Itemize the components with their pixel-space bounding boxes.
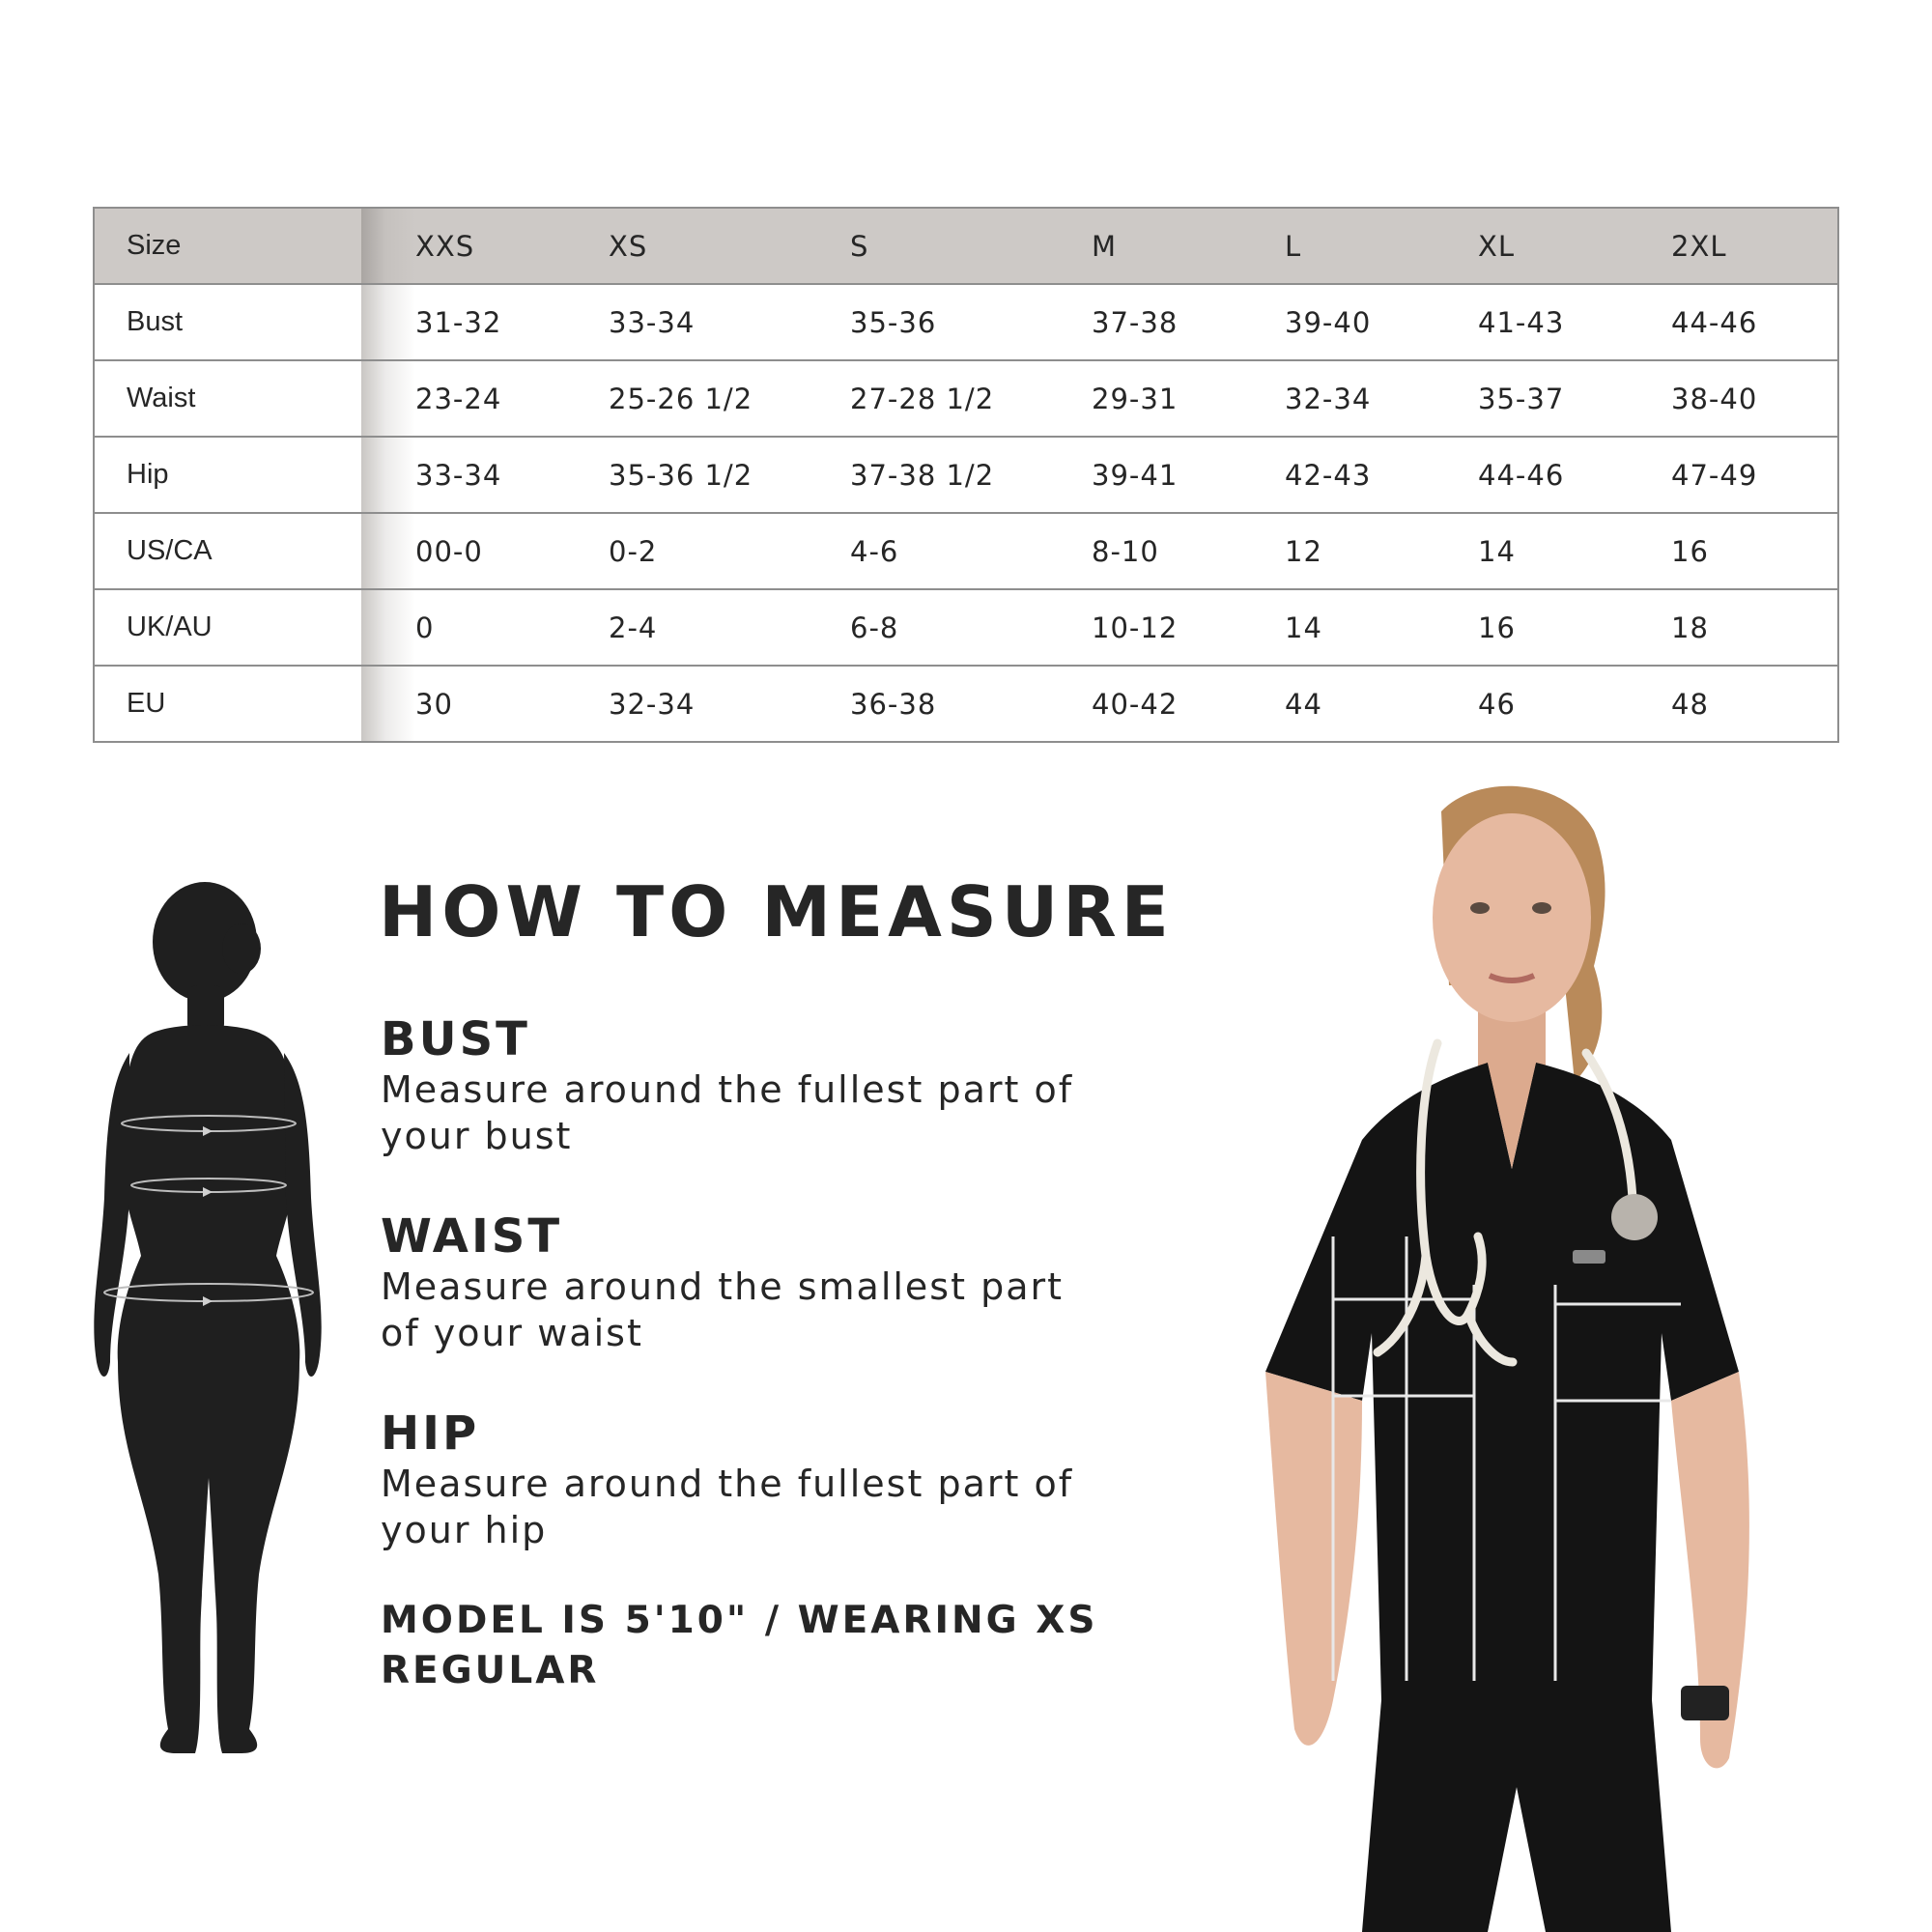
column-shadow <box>361 589 415 666</box>
table-cell: 16 <box>1671 513 1838 589</box>
hip-description: Measure around the fullest part of your hip <box>381 1463 1074 1551</box>
table-cell: 41-43 <box>1478 284 1671 360</box>
row-label-eu: EU <box>94 666 361 742</box>
row-label-us-ca: US/CA <box>94 513 361 589</box>
table-cell: 39-41 <box>1092 437 1285 513</box>
table-cell: 23-24 <box>415 360 609 437</box>
table-cell: 36-38 <box>850 666 1092 742</box>
bust-heading: BUST <box>381 1012 530 1066</box>
model-scrub-pants <box>1362 1700 1671 1932</box>
table-cell: 12 <box>1285 513 1478 589</box>
column-shadow <box>361 666 415 742</box>
brand-label-icon <box>1573 1250 1605 1264</box>
table-row <box>94 360 1838 437</box>
table-cell: 0 <box>415 589 609 666</box>
table-cell: 48 <box>1671 666 1838 742</box>
table-cell: 14 <box>1285 589 1478 666</box>
table-cell: 37-38 1/2 <box>850 437 1092 513</box>
table-row <box>94 284 1838 360</box>
table-cell: 46 <box>1478 666 1671 742</box>
table-cell: 10-12 <box>1092 589 1285 666</box>
column-shadow <box>361 284 415 360</box>
table-cell: 32-34 <box>609 666 850 742</box>
row-label-bust: Bust <box>94 284 361 360</box>
table-cell: 42-43 <box>1285 437 1478 513</box>
model-left-arm <box>1265 1372 1362 1746</box>
table-cell: 38-40 <box>1671 360 1838 437</box>
silhouette-hair-bun <box>222 923 261 974</box>
model-size-note: MODEL IS 5'10" / WEARING XS REGULAR <box>381 1599 1098 1692</box>
table-row <box>94 513 1838 589</box>
table-cell: 2-4 <box>609 589 850 666</box>
column-shadow <box>361 208 415 284</box>
model-face <box>1433 813 1591 1022</box>
bust-description: Measure around the fullest part of your bust <box>381 1068 1074 1157</box>
header-cell: S <box>850 208 1092 284</box>
table-cell: 35-36 <box>850 284 1092 360</box>
table-cell: 44-46 <box>1671 284 1838 360</box>
table-cell: 0-2 <box>609 513 850 589</box>
header-cell: XXS <box>415 208 609 284</box>
table-cell: 14 <box>1478 513 1671 589</box>
row-label-uk-au: UK/AU <box>94 589 361 666</box>
model-watch <box>1681 1686 1729 1720</box>
header-cell: 2XL <box>1671 208 1838 284</box>
table-row <box>94 666 1838 742</box>
bust-instructions <box>381 1012 1115 1159</box>
row-label-hip: Hip <box>94 437 361 513</box>
model-right-eye <box>1532 902 1551 914</box>
table-cell: 8-10 <box>1092 513 1285 589</box>
table-cell: 00-0 <box>415 513 609 589</box>
waist-heading: WAIST <box>381 1209 563 1264</box>
model-photo <box>1188 773 1768 1932</box>
size-chart-table <box>93 207 1839 743</box>
table-cell: 25-26 1/2 <box>609 360 850 437</box>
table-row <box>94 589 1838 666</box>
silhouette-body <box>118 1025 300 1753</box>
header-cell-size: Size <box>94 208 361 284</box>
how-to-measure-title: HOW TO MEASURE <box>379 871 1174 952</box>
header-cell: L <box>1285 208 1478 284</box>
table-cell: 37-38 <box>1092 284 1285 360</box>
size-header-row <box>94 208 1838 284</box>
model-left-eye <box>1470 902 1490 914</box>
table-cell: 35-37 <box>1478 360 1671 437</box>
waist-description: Measure around the smallest part of your waist <box>381 1265 1065 1354</box>
table-cell: 33-34 <box>609 284 850 360</box>
column-shadow <box>361 513 415 589</box>
hip-instructions <box>381 1406 1115 1553</box>
table-cell: 4-6 <box>850 513 1092 589</box>
header-cell: XS <box>609 208 850 284</box>
table-cell: 16 <box>1478 589 1671 666</box>
column-shadow <box>361 360 415 437</box>
table-cell: 40-42 <box>1092 666 1285 742</box>
stethoscope-chestpiece-icon <box>1611 1194 1658 1240</box>
column-shadow <box>361 437 415 513</box>
header-cell: M <box>1092 208 1285 284</box>
table-cell: 35-36 1/2 <box>609 437 850 513</box>
waist-instructions <box>381 1209 1115 1356</box>
header-cell: XL <box>1478 208 1671 284</box>
table-cell: 29-31 <box>1092 360 1285 437</box>
body-silhouette-icon <box>87 879 338 1768</box>
table-cell: 44 <box>1285 666 1478 742</box>
table-cell: 18 <box>1671 589 1838 666</box>
hip-heading: HIP <box>381 1406 480 1461</box>
table-cell: 31-32 <box>415 284 609 360</box>
table-cell: 6-8 <box>850 589 1092 666</box>
table-cell: 33-34 <box>415 437 609 513</box>
table-cell: 47-49 <box>1671 437 1838 513</box>
table-row <box>94 437 1838 513</box>
table-cell: 27-28 1/2 <box>850 360 1092 437</box>
table-cell: 32-34 <box>1285 360 1478 437</box>
table-cell: 39-40 <box>1285 284 1478 360</box>
table-cell: 30 <box>415 666 609 742</box>
table-cell: 44-46 <box>1478 437 1671 513</box>
row-label-waist: Waist <box>94 360 361 437</box>
